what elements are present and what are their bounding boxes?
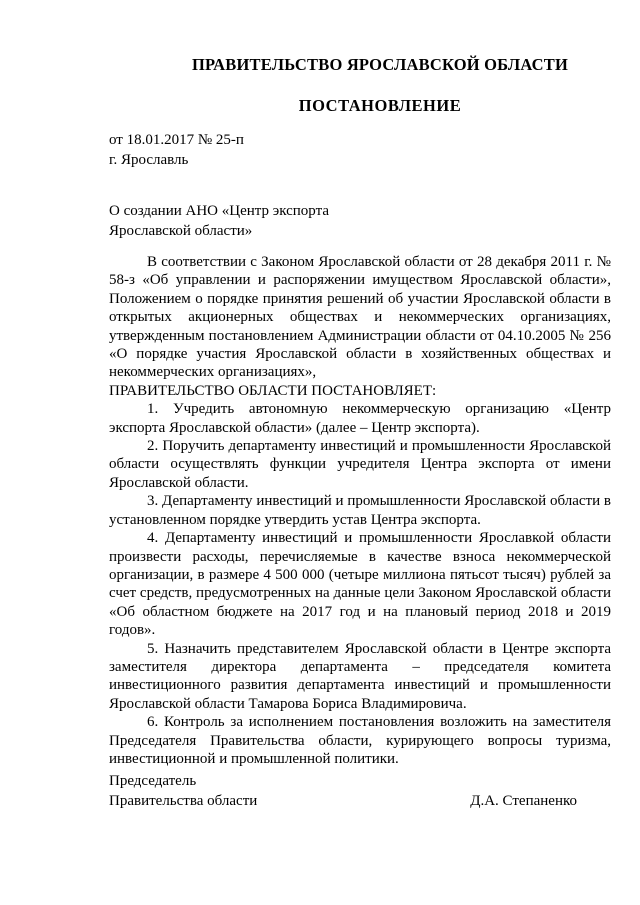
issuing-authority: ПРАВИТЕЛЬСТВО ЯРОСЛАВСКОЙ ОБЛАСТИ (191, 55, 569, 74)
resolves-heading: ПРАВИТЕЛЬСТВО ОБЛАСТИ ПОСТАНОВЛЯЕТ: (109, 382, 437, 399)
signatory-name: Д.А. Степаненко (470, 793, 577, 809)
document-body (109, 253, 611, 768)
document-type-title: ПОСТАНОВЛЕНИЕ (298, 96, 462, 115)
preamble-paragraph: В соответствии с Законом Ярославской области от 28 декабря 2011 г. № 58-з «Об управлении и распоряжении имуществом Ярославской области», Положением о порядке принятия решений об участии Ярославской области в открытых акционерных обществах и некоммерческих организациях, утвержденным постановлением Администрации области от 04.10.2005 № 256 «О порядке участия Ярославской области в хозяйственных обществах и некоммерческих организациях», (109, 254, 611, 381)
resolution-item-5: 5. Назначить представителем Ярославской области в Центре экспорта заместителя директора департамента – председателя комитета инвестиционного развития департамента инвестиций и промышленности Ярославской области Тамарова Бориса Владимировича. (109, 640, 611, 712)
subject-line-1: О создании АНО «Центр экспорта (109, 203, 330, 219)
resolution-item-6: 6. Контроль за исполнением постановления возложить на заместителя Председателя Правительства области, курирующего вопросы туризма, инвестиционной и промышленной политики. (109, 714, 611, 767)
subject-line-2: Ярославской области» (109, 223, 253, 239)
resolution-item-4: 4. Департаменту инвестиций и промышленности Ярославкой области произвести расходы, перечисляемые в качестве взноса некоммерческой организации, в размере 4 500 000 (четыре миллиона пятьсот тысяч) рублей за счет средств, предусмотренных на данные цели Законом Ярославской области «Об областном бюджете на 2017 год и на плановый период 2018 и 2019 годов». (109, 530, 611, 639)
resolution-item-3: 3. Департаменту инвестиций и промышленности Ярославской области в установленном порядке утвердить устав Центра экспорта. (109, 493, 611, 528)
resolution-item-1: 1. Учредить автономную некоммерческую организацию «Центр экспорта Ярославской области» (далее – Центр экспорта). (109, 401, 611, 436)
document-meta (109, 130, 244, 170)
date-and-number: от 18.01.2017 № 25-п (109, 132, 244, 148)
signatory-title-line-1: Председатель (109, 773, 197, 789)
signature-block (109, 771, 611, 811)
resolution-item-2: 2. Поручить департаменту инвестиций и промышленности Ярославской области осуществлять функции учредителя Центра экспорта от имени Ярославской области. (109, 438, 611, 491)
document-subject (109, 201, 329, 241)
city: г. Ярославль (109, 152, 189, 168)
signatory-title-line-2: Правительства области (109, 793, 258, 809)
